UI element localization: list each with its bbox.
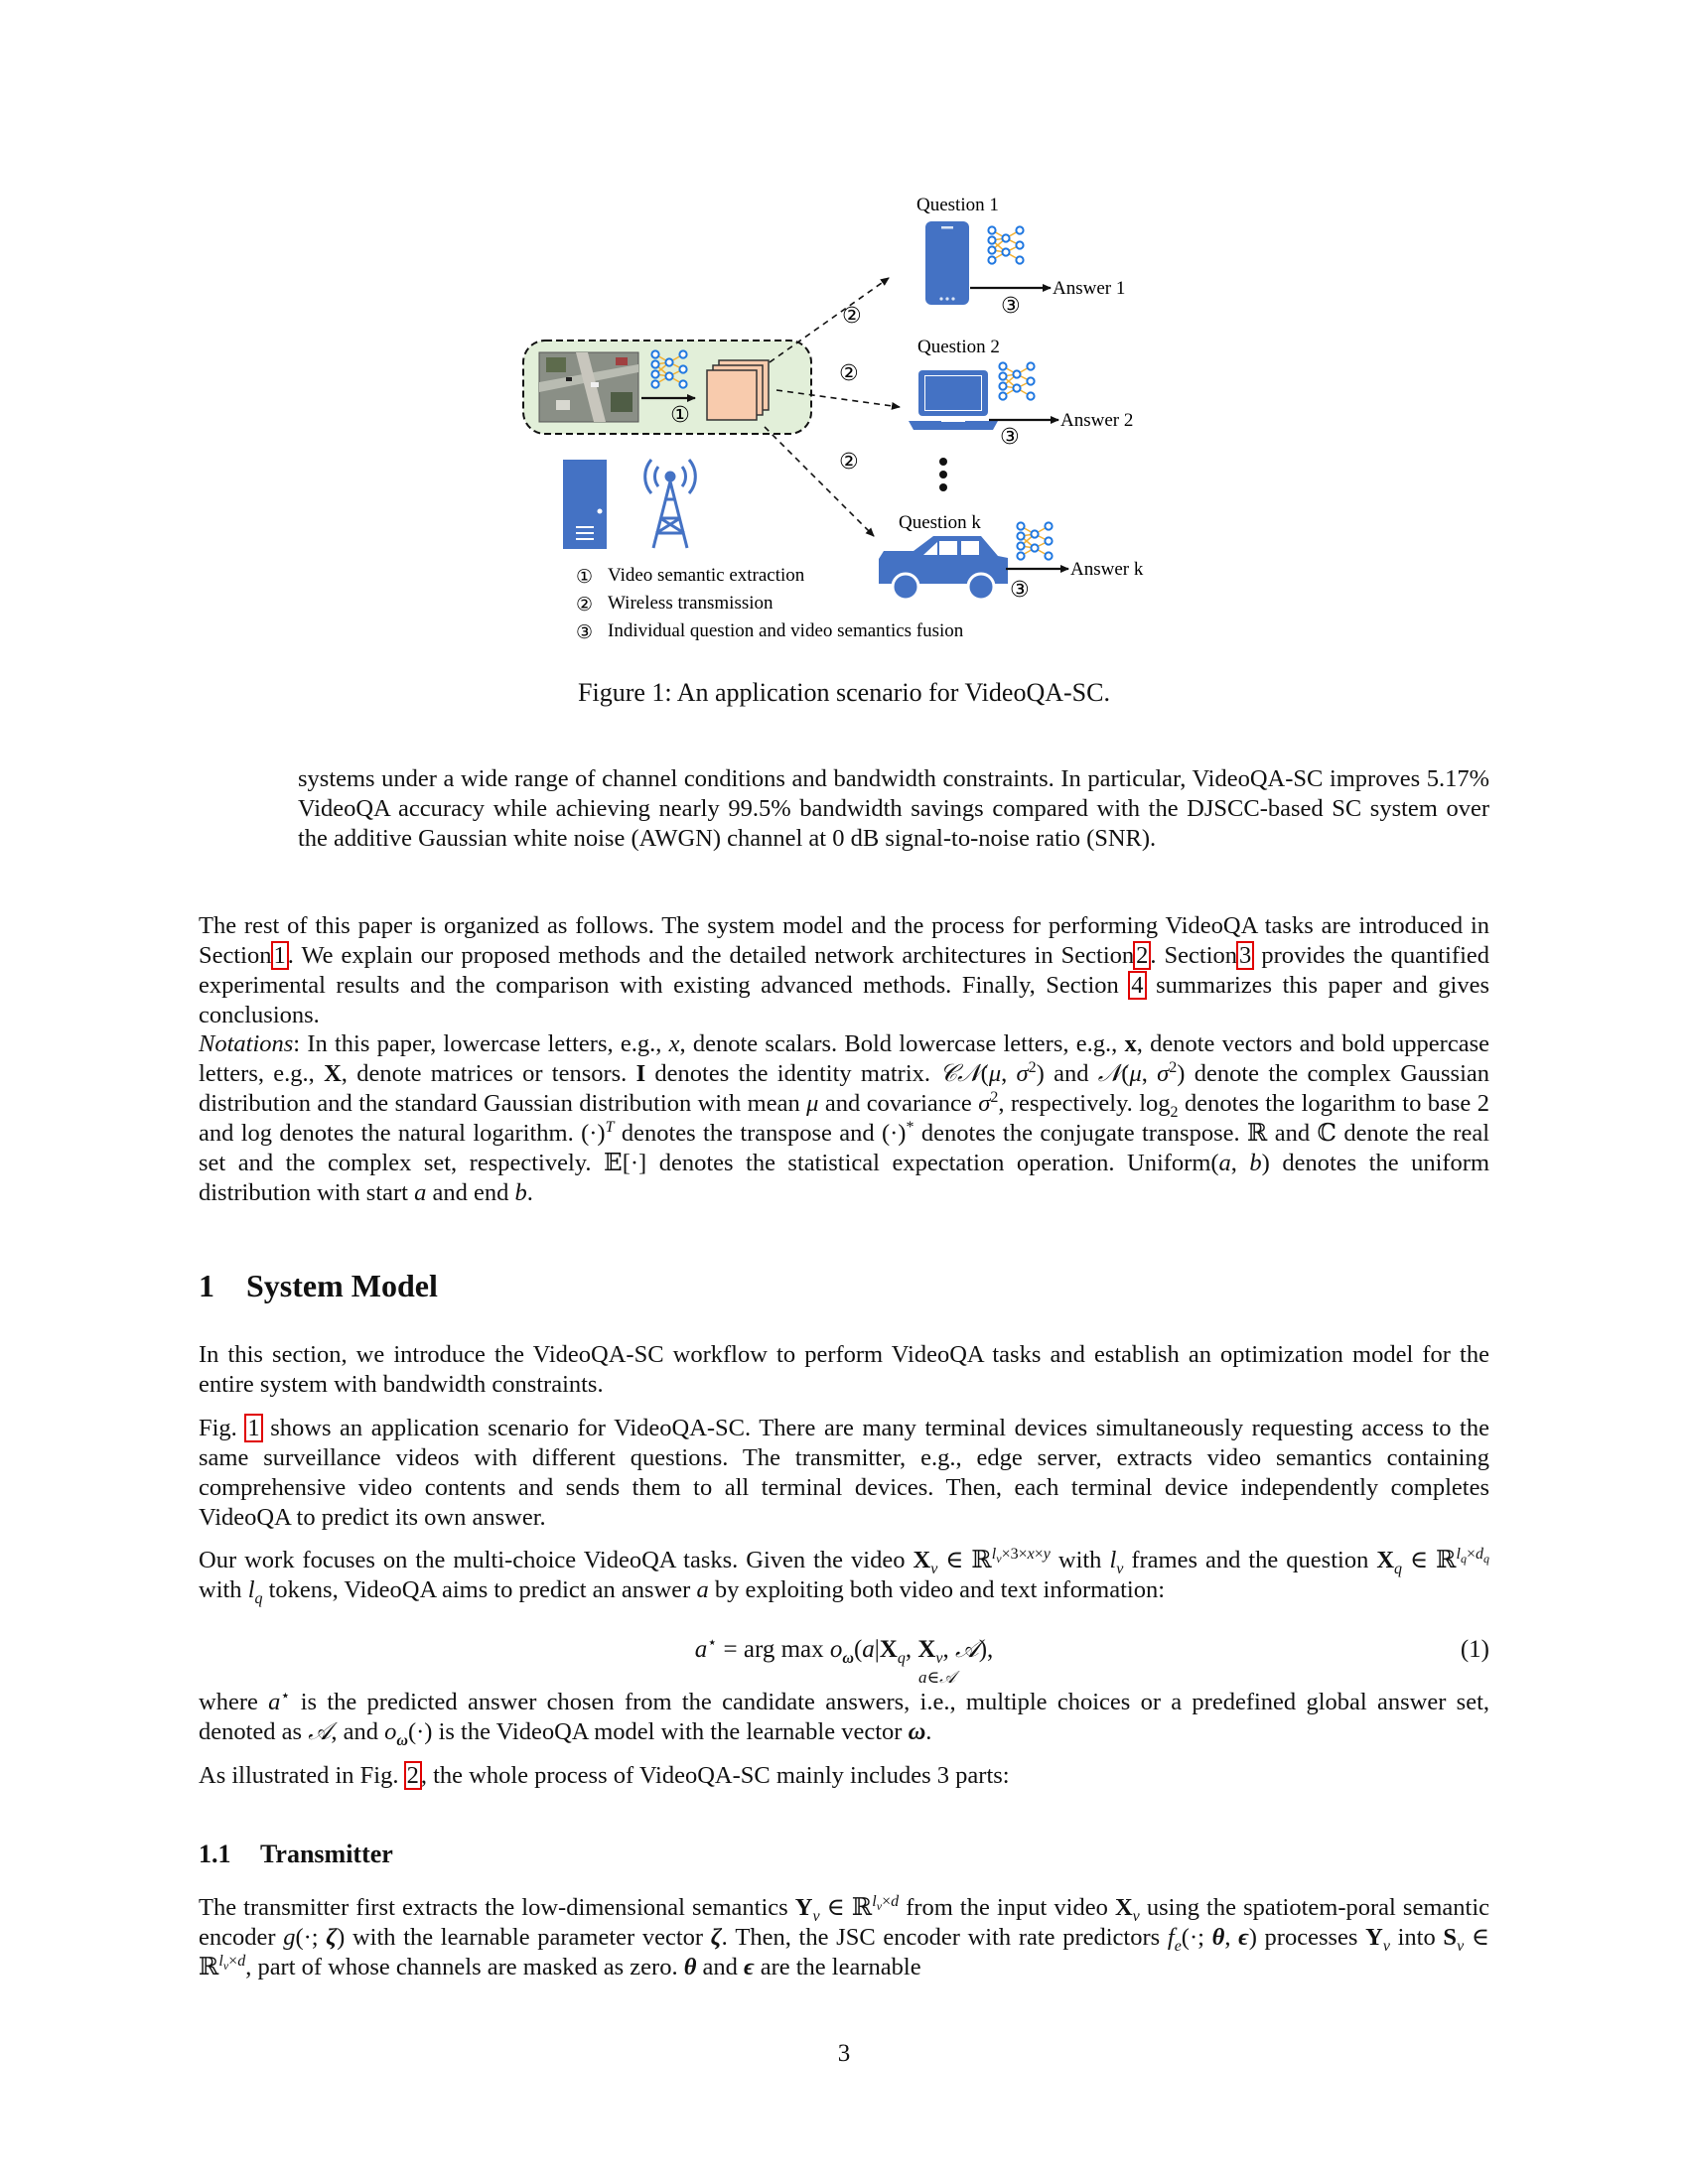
section-1-heading [199,1268,438,1304]
notations-paragraph: Notations: In this paper, lowercase letters, e.g., x, denote scalars. Bold lowercase letters, e.g., x, denote vectors and bold uppercase letters, e.g., X, denote matrices or tensors. I denotes the identity matrix. 𝒞𝒩(μ, $\sigma^2$) and 𝒩(μ, $\sigma^2$) denote the complex Gaussian distribution and the standard Gaussian distribution with mean μ and covariance $\sigma^2$, respectively. $\log_2$ denotes the logarithm to base 2 and log denotes the natural logarithm. $(\cdot)^T$ denotes the transpose and (·)* denotes the conjugate transpose. ℝ and ℂ denote the real set and the complex set, respectively. 𝔼[·] denotes the statistical expectation operation. Uniform(a, b) denotes the uniform distribution with start a and end b. [199,1030,1490,1206]
s1-paragraph-3: Our work focuses on the multi-choice VideoQA tasks. Given the video $X_v$ ∈ ℝ$^{l_v\times 3\times x\times y}$ with $l_v$ frames and the question $X_q$ ∈ ℝ$^{l_q\times d_q}$ with $l_q$ tokens, VideoQA aims to predict an answer a by exploiting both video and text information: [199,1545,1490,1607]
subsection-1-1-title: Transmitter [260,1840,393,1868]
smartphone-icon [925,221,969,305]
video-frames-icon [539,352,638,422]
legend-item-1: Video semantic extraction [608,565,805,586]
legend-item-2: Wireless transmission [608,593,774,614]
car-icon [879,536,1008,600]
question-1-label: Question 1 [916,195,999,215]
equation-1-number: (1) [1460,1636,1489,1663]
section-ref-4[interactable]: 4 [1131,972,1144,999]
equation-1-body: a⋆ = arg $\max o_\omega(a|X_q$, $X_v$, 𝒜), [694,1634,994,1667]
s1-paragraph-1-text: In this section, we introduce the VideoQA-SC workflow to perform VideoQA tasks and establish an optimization model for the entire system with bandwidth constraints. [199,1341,1489,1398]
page-number: 3 [837,2040,851,2067]
figure-1 [496,194,1192,670]
step2-marker-b: ② [839,361,859,386]
organization-text-5: summarizes this paper and gives conclusions. [199,972,1490,1028]
server-icon [563,460,607,549]
legend-marker-1: ① [576,566,594,588]
organization-text-2: . We explain our proposed methods and the detailed network architectures in Section [287,942,1135,969]
figure-1-caption: Figure 1: An application scenario for VideoQA-SC. [578,678,1110,707]
step3-marker-c: ③ [1010,578,1030,603]
legend-marker-3: ③ [576,621,594,643]
section-1-number: 1 [199,1268,214,1303]
legend-item-3: Individual question and video semantics fusion [608,620,964,641]
figure-ref-1[interactable]: 1 [247,1415,260,1441]
section-ref-3[interactable]: 3 [1239,942,1252,969]
section-ref-2[interactable]: 2 [1136,942,1149,969]
section-ref-1[interactable]: 1 [273,942,286,969]
figure-1-diagram [496,194,1192,670]
s11-paragraph-1: The transmitter first extracts the low-dimensional semantics $Y_v$ ∈ ℝ$^{l_v\times d}$ from the input video $X_v$ using the spatiotem-poral semantic encoder g(·; ζ) with the learnable parameter vector ζ. Then, the JSC encoder with rate predictors $f_e(\cdot$; θ, ϵ) processes $Y_v$ into $S_v$ ∈ ℝ$^{l_v\times d}$, part of whose channels are masked as zero. θ and ϵ are the learnable [199,1892,1489,1980]
organization-paragraph [199,911,1489,1030]
equation-1-subscript: a∈𝒜 [918,1668,956,1687]
s1-paragraph-2: Fig. 1 shows an application scenario for VideoQA-SC. There are many terminal devices simultaneously requesting access to the same surveillance videos with different questions. The transmitter, e.g., edge server, extracts video semantics containing comprehensive video contents and sends them to all terminal devices. Then, each terminal device independently completes VideoQA to predict its own answer. [199,1415,1489,1531]
step3-marker-a: ③ [1001,294,1021,319]
question-k-label: Question k [899,512,981,533]
section-1-title: System Model [246,1268,438,1303]
answer-1-label: Answer 1 [1053,278,1126,299]
intro-tail-paragraph [298,764,1489,854]
equation-1 [199,1636,1489,1686]
semantic-features-icon [707,360,769,420]
subsection-1-1-heading [199,1840,393,1869]
figure-ref-2[interactable]: 2 [406,1762,419,1789]
step2-marker-a: ② [842,304,862,329]
organization-text-1: The rest of this paper is organized as follows. The system model and the process for performing VideoQA tasks are introduced in Section [199,912,1489,969]
s1-paragraph-5: As illustrated in Fig. 2, the whole process of VideoQA-SC mainly includes 3 parts: [199,1762,1010,1789]
step1-marker: ① [670,403,690,428]
intro-tail-text: systems under a wide range of channel conditions and bandwidth constraints. In particular, VideoQA-SC improves 5.17% VideoQA accuracy while achieving nearly 99.5% bandwidth savings compared with the DJSCC-based SC system over the additive Gaussian white noise (AWGN) channel at 0 dB signal-to-noise ratio (SNR). [298,765,1489,852]
organization-text-3: . Section [1150,942,1238,969]
subsection-1-1-number: 1.1 [199,1840,231,1868]
notations-label: Notations [199,1030,294,1057]
antenna-tower-icon [645,460,696,548]
s1-paragraph-4: where a⋆ is the predicted answer chosen from the candidate answers, i.e., multiple choices or a predefined global answer set, denoted as 𝒜, and $o_\omega(\cdot)$ is the VideoQA model with the learnable vector ω. [199,1687,1489,1749]
organization-text-4: provides the quantified experimental results and the comparison with existing advanced methods. Finally, Section [199,942,1490,999]
answer-2-label: Answer 2 [1060,410,1134,431]
answer-k-label: Answer k [1070,559,1144,580]
step2-marker-c: ② [839,450,859,475]
question-2-label: Question 2 [917,337,1000,357]
step3-marker-b: ③ [1000,425,1020,450]
legend-marker-2: ② [576,594,594,615]
s1-paragraph-1 [199,1340,1489,1400]
laptop-icon [909,370,998,430]
